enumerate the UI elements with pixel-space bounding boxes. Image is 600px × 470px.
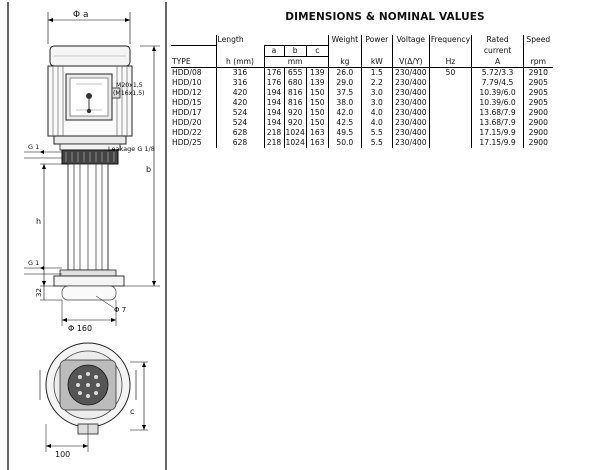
header-current: current [472, 46, 524, 57]
cell-h: 524 [216, 108, 264, 118]
header-power: Power [361, 35, 392, 46]
dimension-c [130, 362, 148, 430]
cell-a: 176 [264, 78, 284, 88]
header-h-mm: h (mm) [216, 57, 264, 68]
table-row [171, 128, 553, 138]
pump-dimension-drawing [0, 0, 170, 470]
cell-power: 3.0 [361, 98, 392, 108]
cell-c: 150 [306, 108, 328, 118]
cell-voltage: 230/400 [392, 78, 429, 88]
cell-weight: 37.5 [328, 88, 361, 98]
header-rated: Rated [472, 35, 524, 46]
header-speed: Speed [524, 35, 553, 46]
page-title: DIMENSIONS & NOMINAL VALUES [285, 11, 485, 23]
dim-a-label: Φ a [73, 10, 89, 20]
cell-b: 1024 [285, 128, 305, 137]
cell-current: 17.15/9.9 [472, 128, 524, 138]
header-row-2 [171, 46, 553, 57]
g1-top-label: G 1 [28, 143, 40, 151]
cell-voltage: 230/400 [392, 128, 429, 138]
cell-speed: 2910 [524, 68, 553, 79]
cell-c: 163 [306, 128, 328, 138]
cell-weight: 50.0 [328, 138, 361, 148]
header-kw: kW [361, 57, 392, 68]
thread-label-2: (M16x1,5) [113, 90, 145, 97]
specs-table [171, 35, 553, 148]
top-view [40, 343, 136, 434]
dim-c-label: c [130, 407, 135, 416]
cell-h: 420 [216, 98, 264, 108]
g1-bottom-label: G 1 [28, 259, 40, 267]
cell-power: 4.0 [361, 118, 392, 128]
dim-phi7-label: Φ 7 [114, 306, 127, 314]
cell-frequency [429, 128, 471, 138]
table-row [171, 108, 553, 118]
port-g1-top [24, 143, 62, 158]
terminal-box [66, 74, 120, 120]
cell-h: 420 [216, 88, 264, 98]
cell-type: HDD/17 [172, 108, 202, 117]
header-weight: Weight [328, 35, 361, 46]
cell-power: 2.2 [361, 78, 392, 88]
cell-h: 316 [216, 68, 264, 79]
cell-speed: 2900 [524, 108, 553, 118]
dim-100-label: 100 [55, 450, 71, 459]
cell-current: 7.79/4.5 [472, 78, 524, 88]
cell-power: 5.5 [361, 138, 392, 148]
cell-weight: 42.0 [328, 108, 361, 118]
header-row-3 [171, 57, 553, 68]
cell-frequency [429, 98, 471, 108]
header-row-1 [171, 35, 553, 46]
header-type: TYPE [171, 57, 216, 68]
header-v: V(Δ/Y) [392, 57, 429, 68]
header-kg: kg [328, 57, 361, 68]
table-row [171, 98, 553, 108]
header-length: Length [216, 35, 264, 46]
cell-speed: 2905 [524, 78, 553, 88]
cell-power: 5.5 [361, 128, 392, 138]
cell-c: 150 [306, 118, 328, 128]
cell-current: 13.68/7.9 [472, 108, 524, 118]
table-row [171, 88, 553, 98]
header-rpm: rpm [524, 57, 553, 68]
header-c: c [306, 46, 328, 57]
leakage-label: Leakage G 1/8 [108, 145, 155, 153]
cell-frequency: 50 [429, 68, 471, 79]
thread-label-1: M20x1,5 [116, 82, 143, 89]
cell-b: 680 [284, 78, 306, 88]
cell-current: 17.15/9.9 [472, 138, 524, 148]
cell-speed: 2900 [524, 128, 553, 138]
cell-voltage: 230/400 [392, 88, 429, 98]
table-body [171, 68, 553, 149]
cell-frequency [429, 108, 471, 118]
cell-weight: 49.5 [328, 128, 361, 138]
cell-c: 139 [306, 68, 328, 79]
cell-type: HDD/08 [172, 68, 202, 77]
cell-weight: 29.0 [328, 78, 361, 88]
cell-b: 816 [284, 88, 306, 98]
cell-a: 218 [264, 128, 284, 138]
cell-a: 176 [264, 68, 284, 79]
cell-c: 139 [306, 78, 328, 88]
cell-type: HDD/20 [172, 118, 202, 127]
cell-c: 150 [306, 88, 328, 98]
cell-a: 194 [264, 108, 284, 118]
table-row [171, 68, 553, 79]
cell-b: 920 [284, 108, 306, 118]
cell-speed: 2900 [524, 138, 553, 148]
cell-weight: 38.0 [328, 98, 361, 108]
cell-c: 150 [306, 98, 328, 108]
cell-h: 628 [216, 128, 264, 138]
header-mm: mm [284, 57, 306, 68]
cell-h: 316 [216, 78, 264, 88]
cell-voltage: 230/400 [392, 68, 429, 79]
cell-current: 10.39/6.0 [472, 88, 524, 98]
cell-b: 920 [284, 118, 306, 128]
cell-b: 816 [284, 98, 306, 108]
header-voltage: Voltage [392, 35, 429, 46]
header-hz: Hz [429, 57, 471, 68]
table-row [171, 78, 553, 88]
cell-power: 1.5 [361, 68, 392, 79]
cell-voltage: 230/400 [392, 108, 429, 118]
header-a: a [264, 46, 284, 57]
cell-b: 655 [284, 68, 306, 79]
cell-speed: 2905 [524, 98, 553, 108]
cell-speed: 2900 [524, 118, 553, 128]
dim-h-label: h [36, 217, 42, 226]
dimension-diameter-a [48, 10, 130, 44]
pump-column [68, 164, 108, 270]
cell-frequency [429, 138, 471, 148]
cell-weight: 26.0 [328, 68, 361, 79]
cell-a: 218 [264, 138, 284, 148]
header-b: b [284, 46, 306, 57]
cell-voltage: 230/400 [392, 118, 429, 128]
cell-type: HDD/22 [172, 128, 202, 137]
cell-a: 194 [264, 118, 284, 128]
cell-c: 163 [306, 138, 328, 148]
cell-weight: 42.5 [328, 118, 361, 128]
cell-frequency [429, 78, 471, 88]
table-row [171, 138, 553, 148]
pump-base [54, 270, 124, 300]
table-row [171, 118, 553, 128]
cell-frequency [429, 88, 471, 98]
header-frequency: Frequency [430, 35, 471, 45]
header-a-unit: A [472, 57, 524, 68]
cell-current: 5.72/3.3 [472, 68, 524, 79]
cell-power: 4.0 [361, 108, 392, 118]
cell-current: 10.39/6.0 [472, 98, 524, 108]
cell-h: 524 [216, 118, 264, 128]
dimension-32 [35, 286, 62, 300]
dimension-phi160 [62, 300, 116, 333]
port-g1-bottom [24, 259, 62, 274]
cell-type: HDD/15 [172, 98, 202, 107]
cell-type: HDD/25 [172, 138, 202, 147]
cell-type: HDD/12 [172, 88, 202, 97]
dim-phi160-label: Φ 160 [68, 324, 93, 333]
cell-frequency [429, 118, 471, 128]
cell-a: 194 [264, 88, 284, 98]
dim-b-label: b [146, 165, 152, 174]
cell-speed: 2905 [524, 88, 553, 98]
cell-b: 1024 [285, 138, 305, 147]
cell-type: HDD/10 [172, 78, 202, 87]
cell-h: 628 [216, 138, 264, 148]
dim-32-label: 32 [35, 288, 43, 297]
cell-current: 13.68/7.9 [472, 118, 524, 128]
cell-power: 3.0 [361, 88, 392, 98]
cell-a: 194 [264, 98, 284, 108]
cell-voltage: 230/400 [392, 98, 429, 108]
cell-voltage: 230/400 [392, 138, 429, 148]
